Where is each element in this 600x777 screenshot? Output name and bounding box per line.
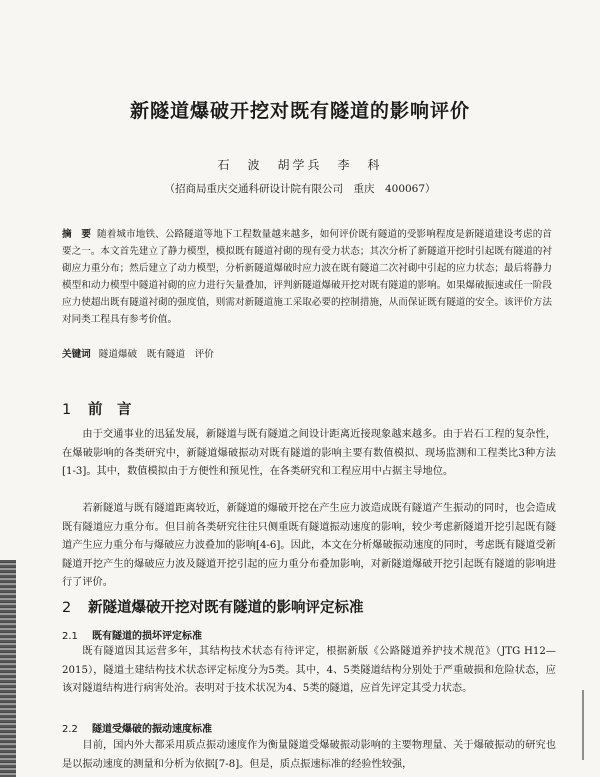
- abstract-label: 摘 要: [62, 229, 92, 240]
- paper-affiliation: （招商局重庆交通科研设计院有限公司 重庆 400067）: [164, 183, 436, 195]
- section-title: 前 言: [88, 402, 132, 418]
- subsection-2-1-paragraph: 既有隧道因其运营多年，其结构技术状态有待评定，根据新版《公路隧道养护技术规范》（JTG H12—2015），隧道土建结构技术状态评定标度分为5类。其中，4、5类隧道结构分别处于严重破损和危险状态，应该对隧道结构进行病害处治。表明对于技术状况为4、5类的隧道，应首先评定其受力状态。: [62, 646, 556, 694]
- abstract: [62, 226, 552, 328]
- keywords: [62, 346, 552, 360]
- section-1-paragraph-2: 若新隧道与既有隧道距离较近，新隧道的爆破开挖在产生应力波造成既有隧道产生振动的同时，也会造成既有隧道应力重分布。但目前各类研究往往只侧重既有隧道振动速度的影响，较少考虑新隧道开挖引起既有隧道产生应力重分布与爆破应力波叠加的影响[4-6]。因此，本文在分析爆破振动速度的同时，考虑既有隧道受新隧道开挖产生的爆破应力波及隧道开挖引起的应力重分布叠加影响，对新隧道爆破开挖引起既有隧道的影响进行了评价。: [62, 503, 556, 588]
- subsection-2-2-heading: [62, 720, 212, 735]
- scan-artifact-line: [582, 690, 584, 760]
- section-number: 1: [62, 402, 72, 418]
- subsection-number: 2.2: [62, 724, 78, 735]
- paper-authors: 石 波 胡学兵 李 科: [217, 158, 383, 172]
- abstract-text: 随着城市地铁、公路隧道等地下工程数量越来越多，如何评价既有隧道的受影响程度是新隧道建设考虑的首要之一。本文首先建立了静力模型，模拟既有隧道衬砌的现有受力状态；其次分析了新隧道开挖时引起既有隧道的衬砌应力重分布；然后建立了动力模型，分析新隧道爆破时应力波在既有隧道二次衬砌中引起的应力状态；最后将静力模型和动力模型中隧道衬砌的应力进行矢量叠加，评判新隧道爆破开挖对既有隧道的影响。如果爆破振速或任一阶段应力使超出既有隧道衬砌的强度值，则需对新隧道施工采取必要的控制措施，从而保证既有隧道的安全。该评价方法对同类工程具有参考价值。: [62, 229, 553, 325]
- keywords-text: 隧道爆破 既有隧道 评价: [98, 349, 214, 360]
- scan-shadow-edge: [0, 560, 16, 777]
- paper-title: 新隧道爆破开挖对既有隧道的影响评价: [129, 100, 470, 122]
- section-number: 2: [62, 600, 72, 616]
- section-2-heading: [62, 596, 364, 617]
- subsection-2-2-paragraph: 目前，国内外大都采用质点振动速度作为衡量隧道受爆破振动影响的主要物理量、关于爆破振动的研究也是以振动速度的测量和分析为依据[7-8]。但是，质点振速标准的经验性较强，: [62, 740, 556, 770]
- subsection-number: 2.1: [62, 631, 78, 642]
- subsection-title: 既有隧道的损坏评定标准: [92, 631, 202, 642]
- section-1-paragraph-1: 由于交通事业的迅猛发展，新隧道与既有隧道之间设计距离近接现象越来越多。由于岩石工程的复杂性，在爆破影响的各类研究中，新隧道爆破振动对既有隧道的影响主要有数值模拟、现场监测和工程类比3种方法[1-3]。其中，数值模拟由于方便性和预见性，在各类研究和工程应用中占据主导地位。: [62, 429, 556, 477]
- subsection-2-1-heading: [62, 627, 202, 642]
- section-title: 新隧道爆破开挖对既有隧道的影响评定标准: [88, 600, 364, 616]
- keywords-label: 关键词: [62, 349, 91, 360]
- section-1-heading: [62, 398, 132, 419]
- subsection-title: 隧道受爆破的振动速度标准: [92, 724, 212, 735]
